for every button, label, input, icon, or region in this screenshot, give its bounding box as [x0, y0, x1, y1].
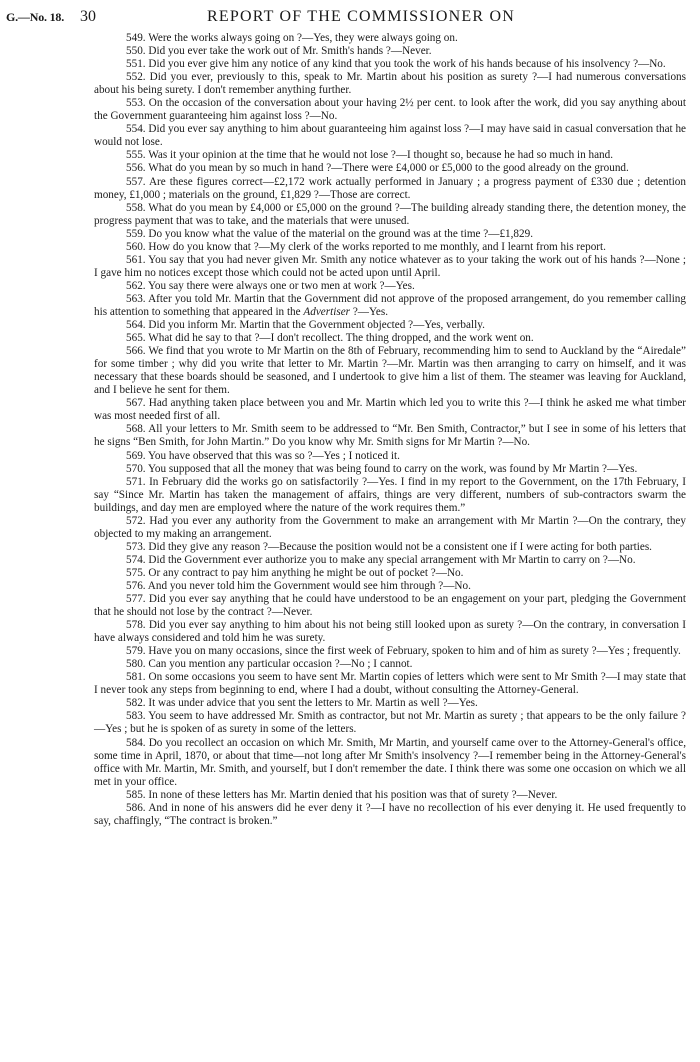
testimony-paragraph — [94, 658, 686, 671]
question-number: 556. — [126, 162, 146, 175]
testimony-paragraph — [94, 97, 686, 123]
question-number: 565. — [126, 332, 146, 345]
question-answer-text: We find that you wrote to Mr Martin on the 8th of February, recommending him to send to Auckland by the “Airedale” for some timber ; why did you write that letter to Mr. Martin ?—Mr. Martin was then arranging to carry on himself, and it was necessary that these boards should be seasoned, and I undertook to give him a list of them. The steamer was leaving for Auckland, and I believe he sent for them. — [94, 345, 686, 397]
testimony-paragraph — [94, 515, 686, 541]
question-answer-text: What do you mean by so much in hand ?—There were £4,000 or £5,000 to the good already on the ground. — [148, 162, 629, 175]
testimony-paragraph — [94, 710, 686, 736]
question-number: 582. — [126, 697, 146, 710]
question-answer-text: And in none of his answers did he ever deny it ?—I have no recollection of his ever denying it. He used frequently to say, chaffingly, “The contract is broken.” — [94, 801, 687, 827]
question-number: 569. — [126, 449, 146, 462]
testimony-paragraph — [94, 580, 686, 593]
question-number: 564. — [126, 319, 146, 332]
testimony-paragraph — [94, 71, 686, 97]
question-answer-text: Had you ever any authority from the Government to make an arrangement with Mr Martin ?—On the contrary, they objected to my making an arrangement. — [94, 514, 686, 540]
question-answer-text: Were the works always going on ?—Yes, they were always going on. — [148, 32, 458, 44]
question-answer-text: Or any contract to pay him anything he might be out of pocket ?—No. — [148, 566, 464, 579]
testimony-paragraph — [94, 254, 686, 280]
question-number: 558. — [126, 201, 146, 214]
question-number: 555. — [126, 149, 146, 162]
testimony-paragraph — [94, 476, 686, 515]
running-title: REPORT OF THE COMMISSIONER ON — [207, 8, 515, 25]
testimony-paragraph — [94, 671, 686, 697]
question-answer-text: You supposed that all the money that was being found to carry on the work, was found by Mr Martin ?—Yes. — [147, 462, 638, 475]
question-answer-text: Did they give any reason ?—Because the position would not be a consistent one if I were acting for both parties. — [148, 540, 652, 553]
question-number: 559. — [126, 227, 146, 240]
question-number: 552. — [126, 71, 146, 84]
question-number: 567. — [126, 397, 146, 410]
question-number: 585. — [126, 788, 146, 801]
testimony-paragraph — [94, 802, 686, 828]
question-answer-text: All your letters to Mr. Smith seem to be addressed to “Mr. Ben Smith, Contractor,” but I see in some of his letters that he signs “Ben Smith, for John Martin.” Do you know why Mr. Smith signs for Mr Martin ?—No. — [94, 423, 687, 449]
question-number: 574. — [126, 553, 146, 566]
testimony-paragraph — [94, 789, 686, 802]
italic-publication-name: Advertiser — [303, 305, 351, 318]
question-answer-text: You say that you had never given Mr. Smith any notice whatever as to your taking the work out of his hands ?—None ; I gave him no notices except those which could not be acted upon until April. — [94, 253, 686, 279]
testimony-paragraph — [94, 463, 686, 476]
question-answer-text: On the occasion of the conversation about your having 2½ per cent. to look after the work, did you say anything about the Government guaranteeing him against loss ?—No. — [94, 97, 686, 123]
question-number: 577. — [126, 593, 146, 606]
question-answer-text: Have you on many occasions, since the first week of February, spoken to him and of him as surety ?—Yes ; frequently. — [148, 645, 681, 658]
question-answer-text: You say there were always one or two men at work ?—Yes. — [147, 279, 415, 292]
testimony-paragraph — [94, 593, 686, 619]
question-number: 583. — [126, 710, 146, 723]
testimony-paragraph — [94, 397, 686, 423]
testimony-paragraph — [94, 567, 686, 580]
question-number: 549. — [126, 32, 146, 44]
question-number: 576. — [126, 579, 146, 592]
testimony-paragraph — [94, 176, 686, 202]
testimony-paragraph — [94, 58, 686, 71]
question-answer-text: It was under advice that you sent the letters to Mr. Martin as well ?—Yes. — [148, 697, 478, 710]
testimony-paragraph — [94, 280, 686, 293]
testimony-paragraph — [94, 123, 686, 149]
question-answer-text: Did you ever say anything that he could have understood to be an engagement on your part, pledging the Government that he should not lose by the contract ?—Never. — [94, 593, 686, 619]
question-number: 563. — [126, 292, 146, 305]
question-answer-text: After you told Mr. Martin that the Government did not approve of the proposed arrangement, do you remember calling his attention to something that appeared in the — [94, 292, 686, 318]
question-answer-text: You have observed that this was so ?—Yes ; I noticed it. — [147, 449, 400, 462]
testimony-body — [6, 32, 686, 828]
question-answer-text-tail: ?—Yes. — [350, 305, 389, 318]
question-number: 572. — [126, 514, 146, 527]
testimony-paragraph — [94, 293, 686, 319]
question-answer-text: Can you mention any particular occasion ?—No ; I cannot. — [148, 658, 413, 671]
testimony-paragraph — [94, 645, 686, 658]
question-number: 568. — [126, 423, 146, 436]
question-answer-text: What did he say to that ?—I don't recollect. The thing dropped, and the work went on. — [148, 332, 534, 345]
question-answer-text: Did you ever give him any notice of any kind that you took the work of his hands because of his insolvency ?—No. — [148, 58, 666, 71]
document-reference: G.—No. 18. — [6, 10, 65, 24]
question-number: 571. — [126, 475, 146, 488]
question-number: 579. — [126, 645, 146, 658]
question-number: 557. — [126, 175, 146, 188]
question-number: 570. — [126, 462, 146, 475]
question-number: 562. — [126, 279, 146, 292]
testimony-paragraph — [94, 332, 686, 345]
question-answer-text: How do you know that ?—My clerk of the works reported to me monthly, and I learnt from his report. — [148, 240, 606, 253]
question-answer-text: Are these figures correct—£2,172 work actually performed in January ; a progress payment of £330 due ; detention money, £1,000 ; materials on the ground, £1,829 ?—Those are correct. — [94, 175, 686, 201]
question-answer-text: Did you ever say anything to him about guaranteeing him against loss ?—I may have said in casual conversation that he would not lose. — [94, 123, 687, 149]
testimony-paragraph — [94, 450, 686, 463]
question-answer-text: Did you ever say anything to him about his not being still looked upon as surety ?—On the contrary, in conversation I have always considered and told him he was surety. — [94, 619, 686, 645]
question-answer-text: Did you ever, previously to this, speak to Mr. Martin about his position as surety ?—I had numerous conversations about his being surety. I don't remember anything further. — [94, 71, 687, 97]
testimony-paragraph — [94, 345, 686, 397]
testimony-paragraph — [94, 45, 686, 58]
question-number: 553. — [126, 97, 146, 110]
question-answer-text: Did the Government ever authorize you to make any special arrangement with Mr Martin to carry on ?—No. — [148, 553, 636, 566]
testimony-paragraph — [94, 554, 686, 567]
testimony-paragraph — [94, 149, 686, 162]
testimony-paragraph — [94, 541, 686, 554]
testimony-paragraph — [94, 697, 686, 710]
question-number: 554. — [126, 123, 146, 136]
question-answer-text: In February did the works go on satisfactorily ?—Yes. I find in my report to the Government, on the 17th February, I say “Since Mr. Martin has taken the management of affairs, things are very different, numbers of sub-contractors swarm the buildings, and day men are employed where the nature of the work requires them.” — [94, 475, 686, 514]
question-number: 560. — [126, 240, 146, 253]
question-number: 586. — [126, 801, 146, 814]
question-answer-text: Do you know what the value of the material on the ground was at the time ?—£1,829. — [148, 227, 534, 240]
question-number: 580. — [126, 658, 146, 671]
question-number: 578. — [126, 619, 146, 632]
question-answer-text: You seem to have addressed Mr. Smith as contractor, but not Mr. Martin as surety ; that appears to be the only failure ?—Yes ; but he is spoken of as surety in some of the letters. — [94, 710, 686, 736]
question-number: 561. — [126, 253, 146, 266]
question-answer-text: Had anything taken place between you and Mr. Martin which led you to write this ?—I think he asked me what timber was most needed first of all. — [94, 397, 687, 423]
testimony-paragraph — [94, 319, 686, 332]
testimony-paragraph — [94, 241, 686, 254]
question-number: 551. — [126, 58, 146, 71]
question-number: 575. — [126, 566, 146, 579]
question-answer-text: Did you inform Mr. Martin that the Government objected ?—Yes, verbally. — [148, 319, 485, 332]
question-number: 566. — [126, 345, 146, 358]
testimony-paragraph — [94, 228, 686, 241]
question-number: 581. — [126, 671, 146, 684]
question-answer-text: Do you recollect an occasion on which Mr. Smith, Mr Martin, and yourself came over to the Attorney-General's office, some time in April, 1870, or about that time—not long after Mr Smith's insolvency ?—I remember being in the Attorney-General's office with Mr. Martin, Mr. Smith, and yourself, but I don't remember the date. I think there was some one occasion on which we all met in your office. — [94, 736, 686, 788]
question-answer-text: What do you mean by £4,000 or £5,000 on the ground ?—The building already standing there, the detention money, the progress payment that was to take, and the materials that were unused. — [94, 201, 686, 227]
question-answer-text: And you never told him the Government would see him through ?—No. — [147, 579, 471, 592]
question-answer-text: In none of these letters has Mr. Martin denied that his position was that of surety ?—Never. — [148, 788, 558, 801]
question-answer-text: Did you ever take the work out of Mr. Smith's hands ?—Never. — [148, 45, 432, 58]
testimony-paragraph — [94, 32, 686, 45]
page-header — [6, 6, 686, 32]
question-answer-text: On some occasions you seem to have sent Mr. Martin copies of letters which were sent to Mr Smith ?—I may state that I never took any steps from beginning to end, where I had a doubt, without consulting the Attorney-General. — [94, 671, 686, 697]
question-number: 573. — [126, 540, 146, 553]
question-answer-text: Was it your opinion at the time that he would not lose ?—I thought so, because he had so much in hand. — [148, 149, 614, 162]
testimony-paragraph — [94, 619, 686, 645]
testimony-paragraph — [94, 202, 686, 228]
testimony-paragraph — [94, 423, 686, 449]
question-number: 550. — [126, 45, 146, 58]
page-number: 30 — [80, 8, 96, 25]
question-number: 584. — [126, 736, 146, 749]
testimony-paragraph — [94, 162, 686, 175]
testimony-paragraph — [94, 737, 686, 789]
